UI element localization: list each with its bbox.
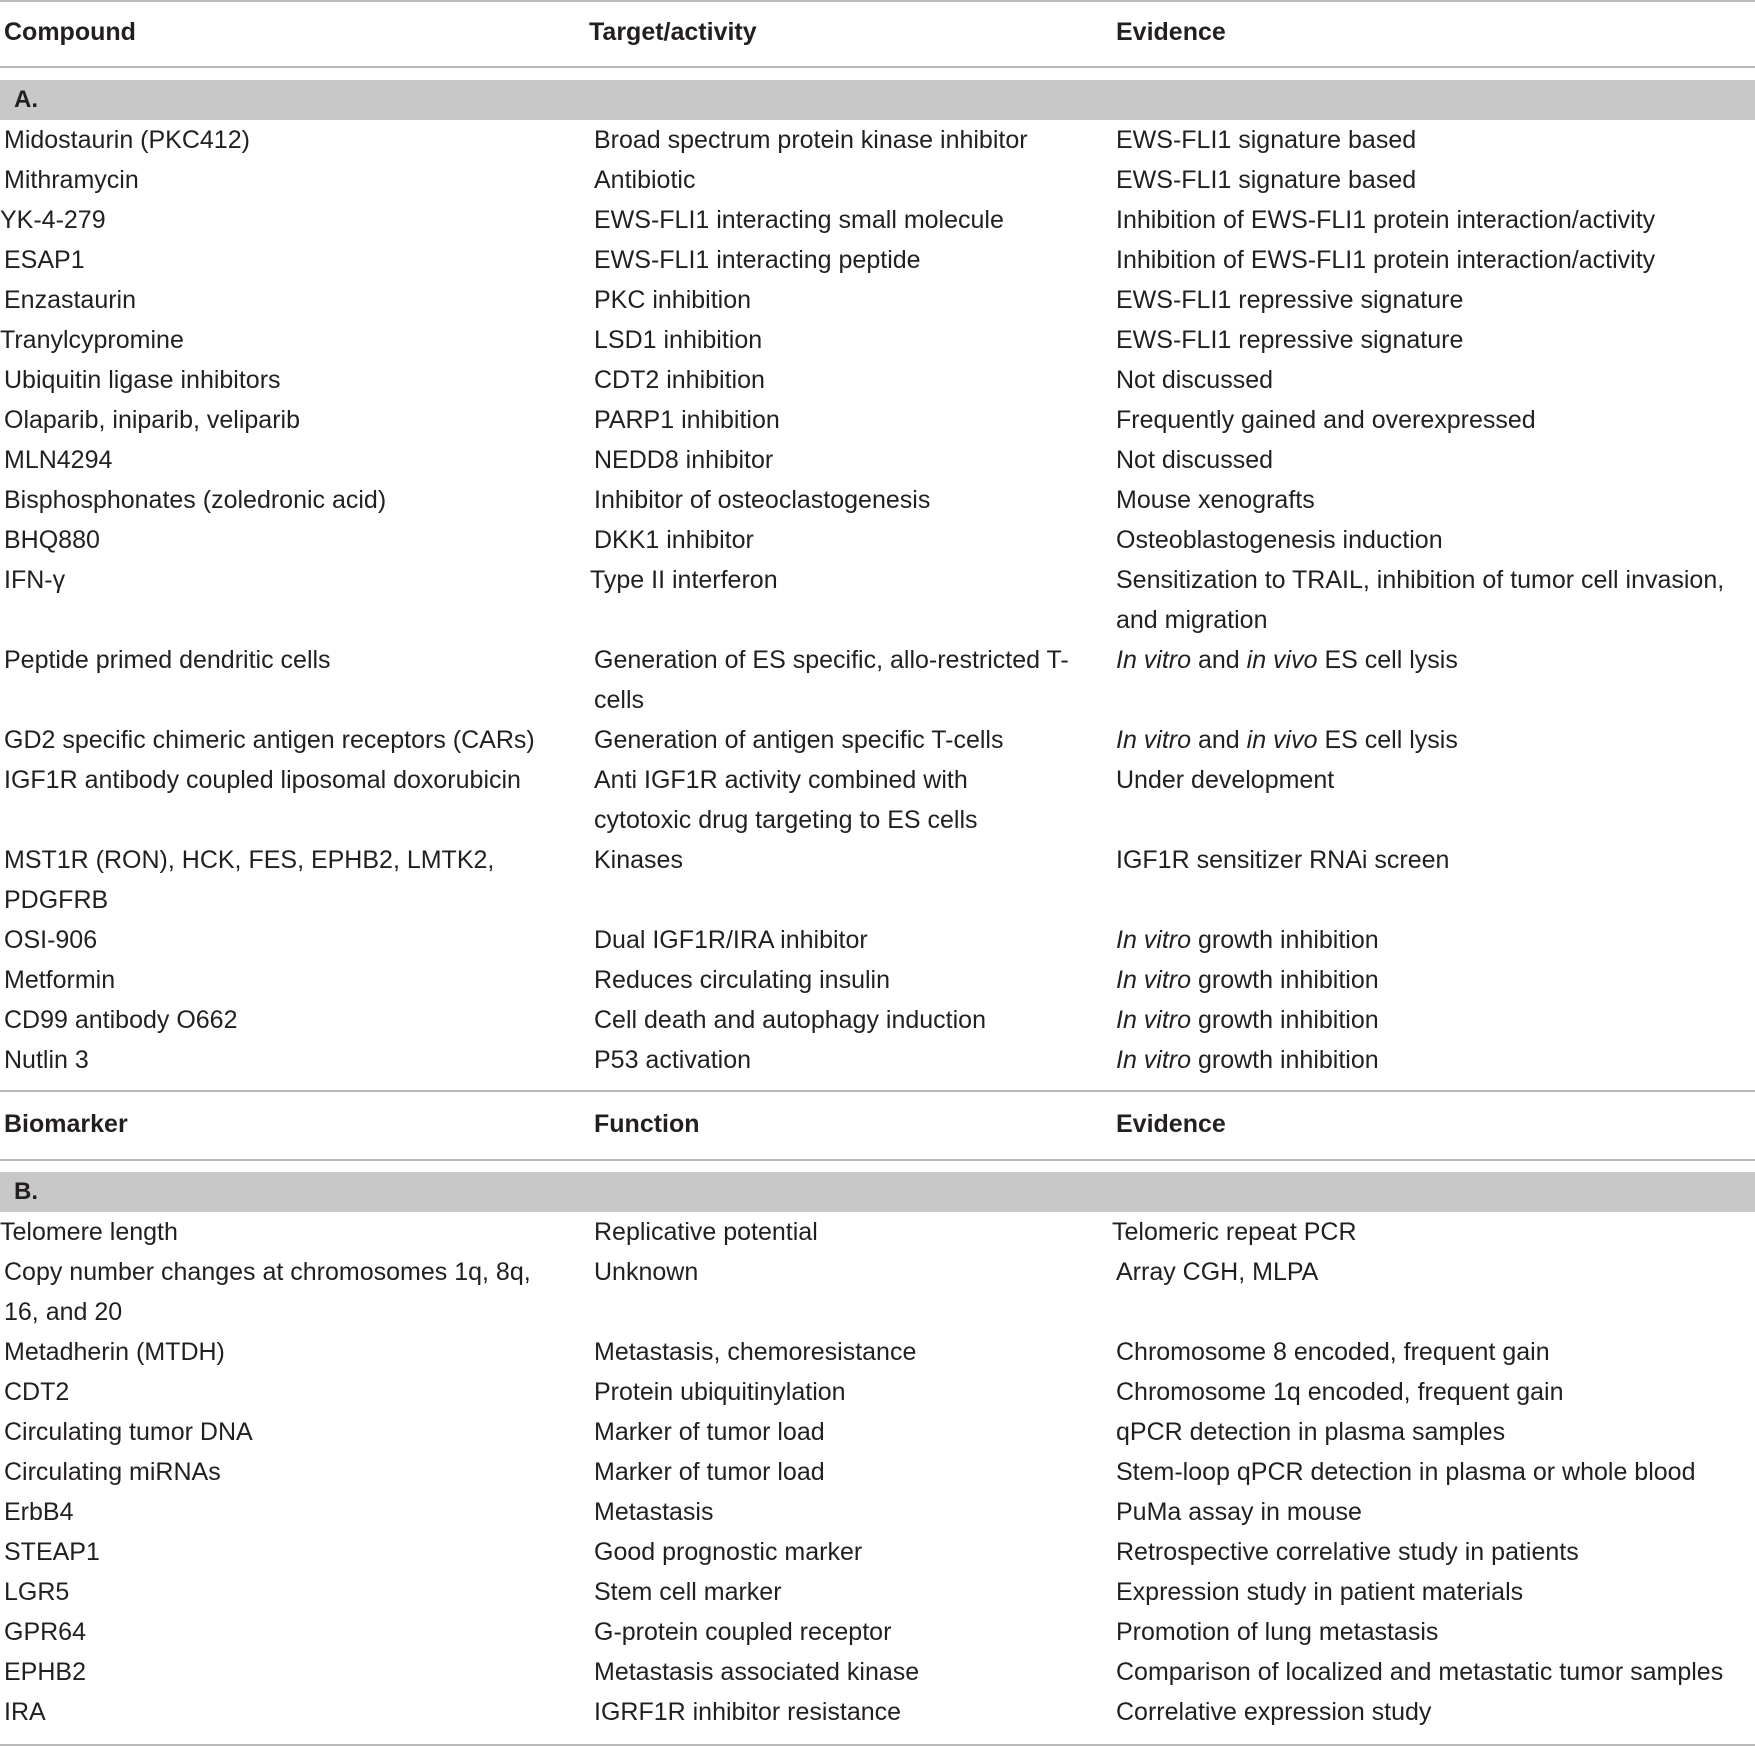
table-row bbox=[0, 1412, 1755, 1452]
compound-cell: Olaparib, iniparib, veliparib bbox=[4, 406, 300, 434]
evidence-cell: Array CGH, MLPA bbox=[1116, 1258, 1319, 1286]
evidence-cell: Stem-loop qPCR detection in plasma or whole blood bbox=[1116, 1458, 1696, 1486]
compound-cell: Peptide primed dendritic cells bbox=[4, 646, 331, 674]
function-cell: Protein ubiquitinylation bbox=[594, 1378, 846, 1406]
evidence-italic: In vitro bbox=[1116, 966, 1192, 994]
evidence-cell: Comparison of localized and metastatic tumor samples bbox=[1116, 1658, 1724, 1686]
evidence-cell: IGF1R sensitizer RNAi screen bbox=[1116, 846, 1450, 874]
table-row bbox=[0, 560, 1755, 640]
function-cell: G-protein coupled receptor bbox=[594, 1618, 892, 1646]
target-cell: Antibiotic bbox=[594, 166, 696, 194]
function-cell: Good prognostic marker bbox=[594, 1538, 863, 1566]
evidence-text: growth inhibition bbox=[1191, 1046, 1379, 1074]
target-cell: Dual IGF1R/IRA inhibitor bbox=[594, 926, 868, 954]
compound-cell: OSI-906 bbox=[4, 926, 98, 954]
biomarker-cell: IRA bbox=[4, 1698, 46, 1726]
evidence-text: ES cell lysis bbox=[1317, 726, 1458, 754]
evidence-text: ES cell lysis bbox=[1317, 646, 1458, 674]
biomarker-cell: EPHB2 bbox=[4, 1658, 86, 1686]
function-cell: Metastasis bbox=[594, 1498, 714, 1526]
evidence-text: growth inhibition bbox=[1191, 926, 1379, 954]
evidence-cell: EWS-FLI1 signature based bbox=[1116, 166, 1417, 194]
evidence-italic: in vivo bbox=[1246, 726, 1318, 754]
evidence-cell: Chromosome 8 encoded, frequent gain bbox=[1116, 1338, 1550, 1366]
evidence-cell: Mouse xenografts bbox=[1116, 486, 1315, 514]
evidence-cell: Under development bbox=[1116, 766, 1335, 794]
evidence-cell bbox=[1116, 1040, 1379, 1080]
evidence-cell: qPCR detection in plasma samples bbox=[1116, 1418, 1506, 1446]
compound-cell: Ubiquitin ligase inhibitors bbox=[4, 366, 281, 394]
section-b-label: B. bbox=[14, 1178, 38, 1205]
compound-cell: MLN4294 bbox=[4, 446, 113, 474]
target-cell: Type II interferon bbox=[590, 566, 778, 594]
target-cell: Kinases bbox=[594, 846, 683, 874]
evidence-cell: Inhibition of EWS-FLI1 protein interaction/activity bbox=[1116, 206, 1656, 234]
compound-cell: Nutlin 3 bbox=[4, 1046, 89, 1074]
evidence-cell: Chromosome 1q encoded, frequent gain bbox=[1116, 1378, 1564, 1406]
evidence-italic: In vitro bbox=[1116, 1046, 1192, 1074]
header-evidence-a: Evidence bbox=[1116, 17, 1226, 46]
table-row bbox=[0, 1692, 1755, 1732]
evidence-cell: PuMa assay in mouse bbox=[1116, 1498, 1362, 1526]
evidence-italic: In vitro bbox=[1116, 726, 1192, 754]
table-row bbox=[0, 920, 1755, 960]
compound-cell: Enzastaurin bbox=[4, 286, 137, 314]
table-row bbox=[0, 480, 1755, 520]
biomarker-cell: LGR5 bbox=[4, 1578, 70, 1606]
table-row bbox=[0, 1252, 1755, 1332]
table-row bbox=[0, 520, 1755, 560]
evidence-cell bbox=[1116, 640, 1458, 680]
function-cell: Metastasis, chemoresistance bbox=[594, 1338, 917, 1366]
function-cell: Replicative potential bbox=[594, 1218, 818, 1246]
target-cell: Generation of ES specific, allo-restricted T-cells bbox=[594, 646, 1069, 714]
evidence-cell: Expression study in patient materials bbox=[1116, 1578, 1524, 1606]
evidence-text: and bbox=[1191, 726, 1247, 754]
section-b-header bbox=[0, 1109, 1755, 1139]
table-row bbox=[0, 1572, 1755, 1612]
target-cell: NEDD8 inhibitor bbox=[594, 446, 774, 474]
section-b-rows bbox=[0, 1212, 1755, 1732]
table-row bbox=[0, 720, 1755, 760]
header-a-rule bbox=[0, 66, 1755, 68]
compound-cell: CD99 antibody O662 bbox=[4, 1006, 238, 1034]
compound-cell: IFN-γ bbox=[4, 566, 66, 594]
table-row bbox=[0, 240, 1755, 280]
table-row bbox=[0, 320, 1755, 360]
table-row bbox=[0, 160, 1755, 200]
target-cell: P53 activation bbox=[594, 1046, 752, 1074]
evidence-cell: Inhibition of EWS-FLI1 protein interaction/activity bbox=[1116, 246, 1656, 274]
function-cell: IGRF1R inhibitor resistance bbox=[594, 1698, 902, 1726]
table-top-rule bbox=[0, 0, 1755, 2]
evidence-italic: In vitro bbox=[1116, 926, 1192, 954]
evidence-cell bbox=[1116, 920, 1379, 960]
section-a-rows bbox=[0, 120, 1755, 1080]
compound-cell: Tranylcypromine bbox=[0, 326, 184, 354]
header-function: Function bbox=[594, 1109, 700, 1138]
function-cell: Metastasis associated kinase bbox=[594, 1658, 920, 1686]
evidence-text: growth inhibition bbox=[1191, 966, 1379, 994]
evidence-cell: EWS-FLI1 repressive signature bbox=[1116, 326, 1464, 354]
table-row bbox=[0, 1332, 1755, 1372]
evidence-cell: Sensitization to TRAIL, inhibition of tumor cell invasion, and migration bbox=[1116, 566, 1725, 634]
evidence-italic: In vitro bbox=[1116, 1006, 1192, 1034]
table-row bbox=[0, 120, 1755, 160]
header-evidence-b: Evidence bbox=[1116, 1109, 1226, 1138]
evidence-cell: Osteoblastogenesis induction bbox=[1116, 526, 1443, 554]
evidence-italic: in vivo bbox=[1246, 646, 1318, 674]
evidence-cell: Frequently gained and overexpressed bbox=[1116, 406, 1536, 434]
compound-cell: Midostaurin (PKC412) bbox=[4, 126, 250, 154]
biomarker-cell: GPR64 bbox=[4, 1618, 86, 1646]
evidence-text: and bbox=[1191, 646, 1247, 674]
table-row bbox=[0, 840, 1755, 920]
target-cell: Anti IGF1R activity combined with cytotoxic drug targeting to ES cells bbox=[594, 766, 978, 834]
biomarker-cell: Telomere length bbox=[0, 1218, 178, 1246]
evidence-cell bbox=[1116, 720, 1458, 760]
compound-cell: Mithramycin bbox=[4, 166, 139, 194]
evidence-text: growth inhibition bbox=[1191, 1006, 1379, 1034]
table-row bbox=[0, 1532, 1755, 1572]
target-cell: DKK1 inhibitor bbox=[594, 526, 754, 554]
table-row bbox=[0, 640, 1755, 720]
evidence-cell: Not discussed bbox=[1116, 366, 1274, 394]
table-row bbox=[0, 760, 1755, 840]
target-cell: LSD1 inhibition bbox=[594, 326, 763, 354]
target-cell: PKC inhibition bbox=[594, 286, 752, 314]
section-a-band bbox=[0, 80, 1755, 120]
header-biomarker: Biomarker bbox=[4, 1109, 128, 1138]
function-cell: Stem cell marker bbox=[594, 1578, 782, 1606]
table-row bbox=[0, 1372, 1755, 1412]
function-cell: Marker of tumor load bbox=[594, 1418, 825, 1446]
compound-cell: ESAP1 bbox=[4, 246, 85, 274]
target-cell: Generation of antigen specific T-cells bbox=[594, 726, 1004, 754]
target-cell: CDT2 inhibition bbox=[594, 366, 765, 394]
table-row bbox=[0, 1612, 1755, 1652]
target-cell: PARP1 inhibition bbox=[594, 406, 780, 434]
evidence-cell bbox=[1116, 1000, 1379, 1040]
compound-cell: BHQ880 bbox=[4, 526, 100, 554]
header-target-activity: Target/activity bbox=[589, 17, 757, 46]
compound-cell: YK-4-279 bbox=[0, 206, 106, 234]
table-row bbox=[0, 400, 1755, 440]
target-cell: Broad spectrum protein kinase inhibitor bbox=[594, 126, 1028, 154]
evidence-cell: EWS-FLI1 signature based bbox=[1116, 126, 1417, 154]
compound-cell: GD2 specific chimeric antigen receptors (CARs) bbox=[4, 726, 535, 754]
section-b-band bbox=[0, 1172, 1755, 1212]
table-row bbox=[0, 1492, 1755, 1532]
table-row bbox=[0, 360, 1755, 400]
biomarker-cell: Copy number changes at chromosomes 1q, 8q, 16, and 20 bbox=[4, 1258, 531, 1326]
table-row bbox=[0, 280, 1755, 320]
target-cell: Reduces circulating insulin bbox=[594, 966, 890, 994]
section-divider-rule bbox=[0, 1090, 1755, 1092]
function-cell: Unknown bbox=[594, 1258, 699, 1286]
biomarker-cell: Circulating tumor DNA bbox=[4, 1418, 253, 1446]
header-b-rule bbox=[0, 1159, 1755, 1161]
biomarker-cell: ErbB4 bbox=[4, 1498, 74, 1526]
evidence-cell: Promotion of lung metastasis bbox=[1116, 1618, 1439, 1646]
evidence-cell: Telomeric repeat PCR bbox=[1112, 1218, 1357, 1246]
table-row bbox=[0, 440, 1755, 480]
table-row bbox=[0, 1452, 1755, 1492]
compound-cell: IGF1R antibody coupled liposomal doxorubicin bbox=[4, 766, 521, 794]
table-row bbox=[0, 1652, 1755, 1692]
evidence-cell: Not discussed bbox=[1116, 446, 1274, 474]
evidence-cell: EWS-FLI1 repressive signature bbox=[1116, 286, 1464, 314]
table-row bbox=[0, 1212, 1755, 1252]
biomarker-cell: STEAP1 bbox=[4, 1538, 100, 1566]
compound-cell: Bisphosphonates (zoledronic acid) bbox=[4, 486, 387, 514]
biomarker-cell: Circulating miRNAs bbox=[4, 1458, 221, 1486]
table-row bbox=[0, 960, 1755, 1000]
section-a-label: A. bbox=[14, 86, 38, 113]
target-cell: EWS-FLI1 interacting small molecule bbox=[594, 206, 1004, 234]
target-cell: EWS-FLI1 interacting peptide bbox=[594, 246, 921, 274]
table-row bbox=[0, 1000, 1755, 1040]
evidence-cell: Correlative expression study bbox=[1116, 1698, 1432, 1726]
table-row bbox=[0, 1040, 1755, 1080]
evidence-cell: Retrospective correlative study in patients bbox=[1116, 1538, 1579, 1566]
compound-cell: Metformin bbox=[4, 966, 116, 994]
section-a-header bbox=[0, 17, 1755, 47]
target-cell: Inhibitor of osteoclastogenesis bbox=[594, 486, 931, 514]
function-cell: Marker of tumor load bbox=[594, 1458, 825, 1486]
compound-cell: MST1R (RON), HCK, FES, EPHB2, LMTK2, PDGFRB bbox=[4, 846, 495, 914]
target-cell: Cell death and autophagy induction bbox=[594, 1006, 986, 1034]
table-row bbox=[0, 200, 1755, 240]
biomarker-cell: Metadherin (MTDH) bbox=[4, 1338, 225, 1366]
evidence-italic: In vitro bbox=[1116, 646, 1192, 674]
biomarker-cell: CDT2 bbox=[4, 1378, 70, 1406]
header-compound: Compound bbox=[4, 17, 136, 46]
evidence-cell bbox=[1116, 960, 1379, 1000]
